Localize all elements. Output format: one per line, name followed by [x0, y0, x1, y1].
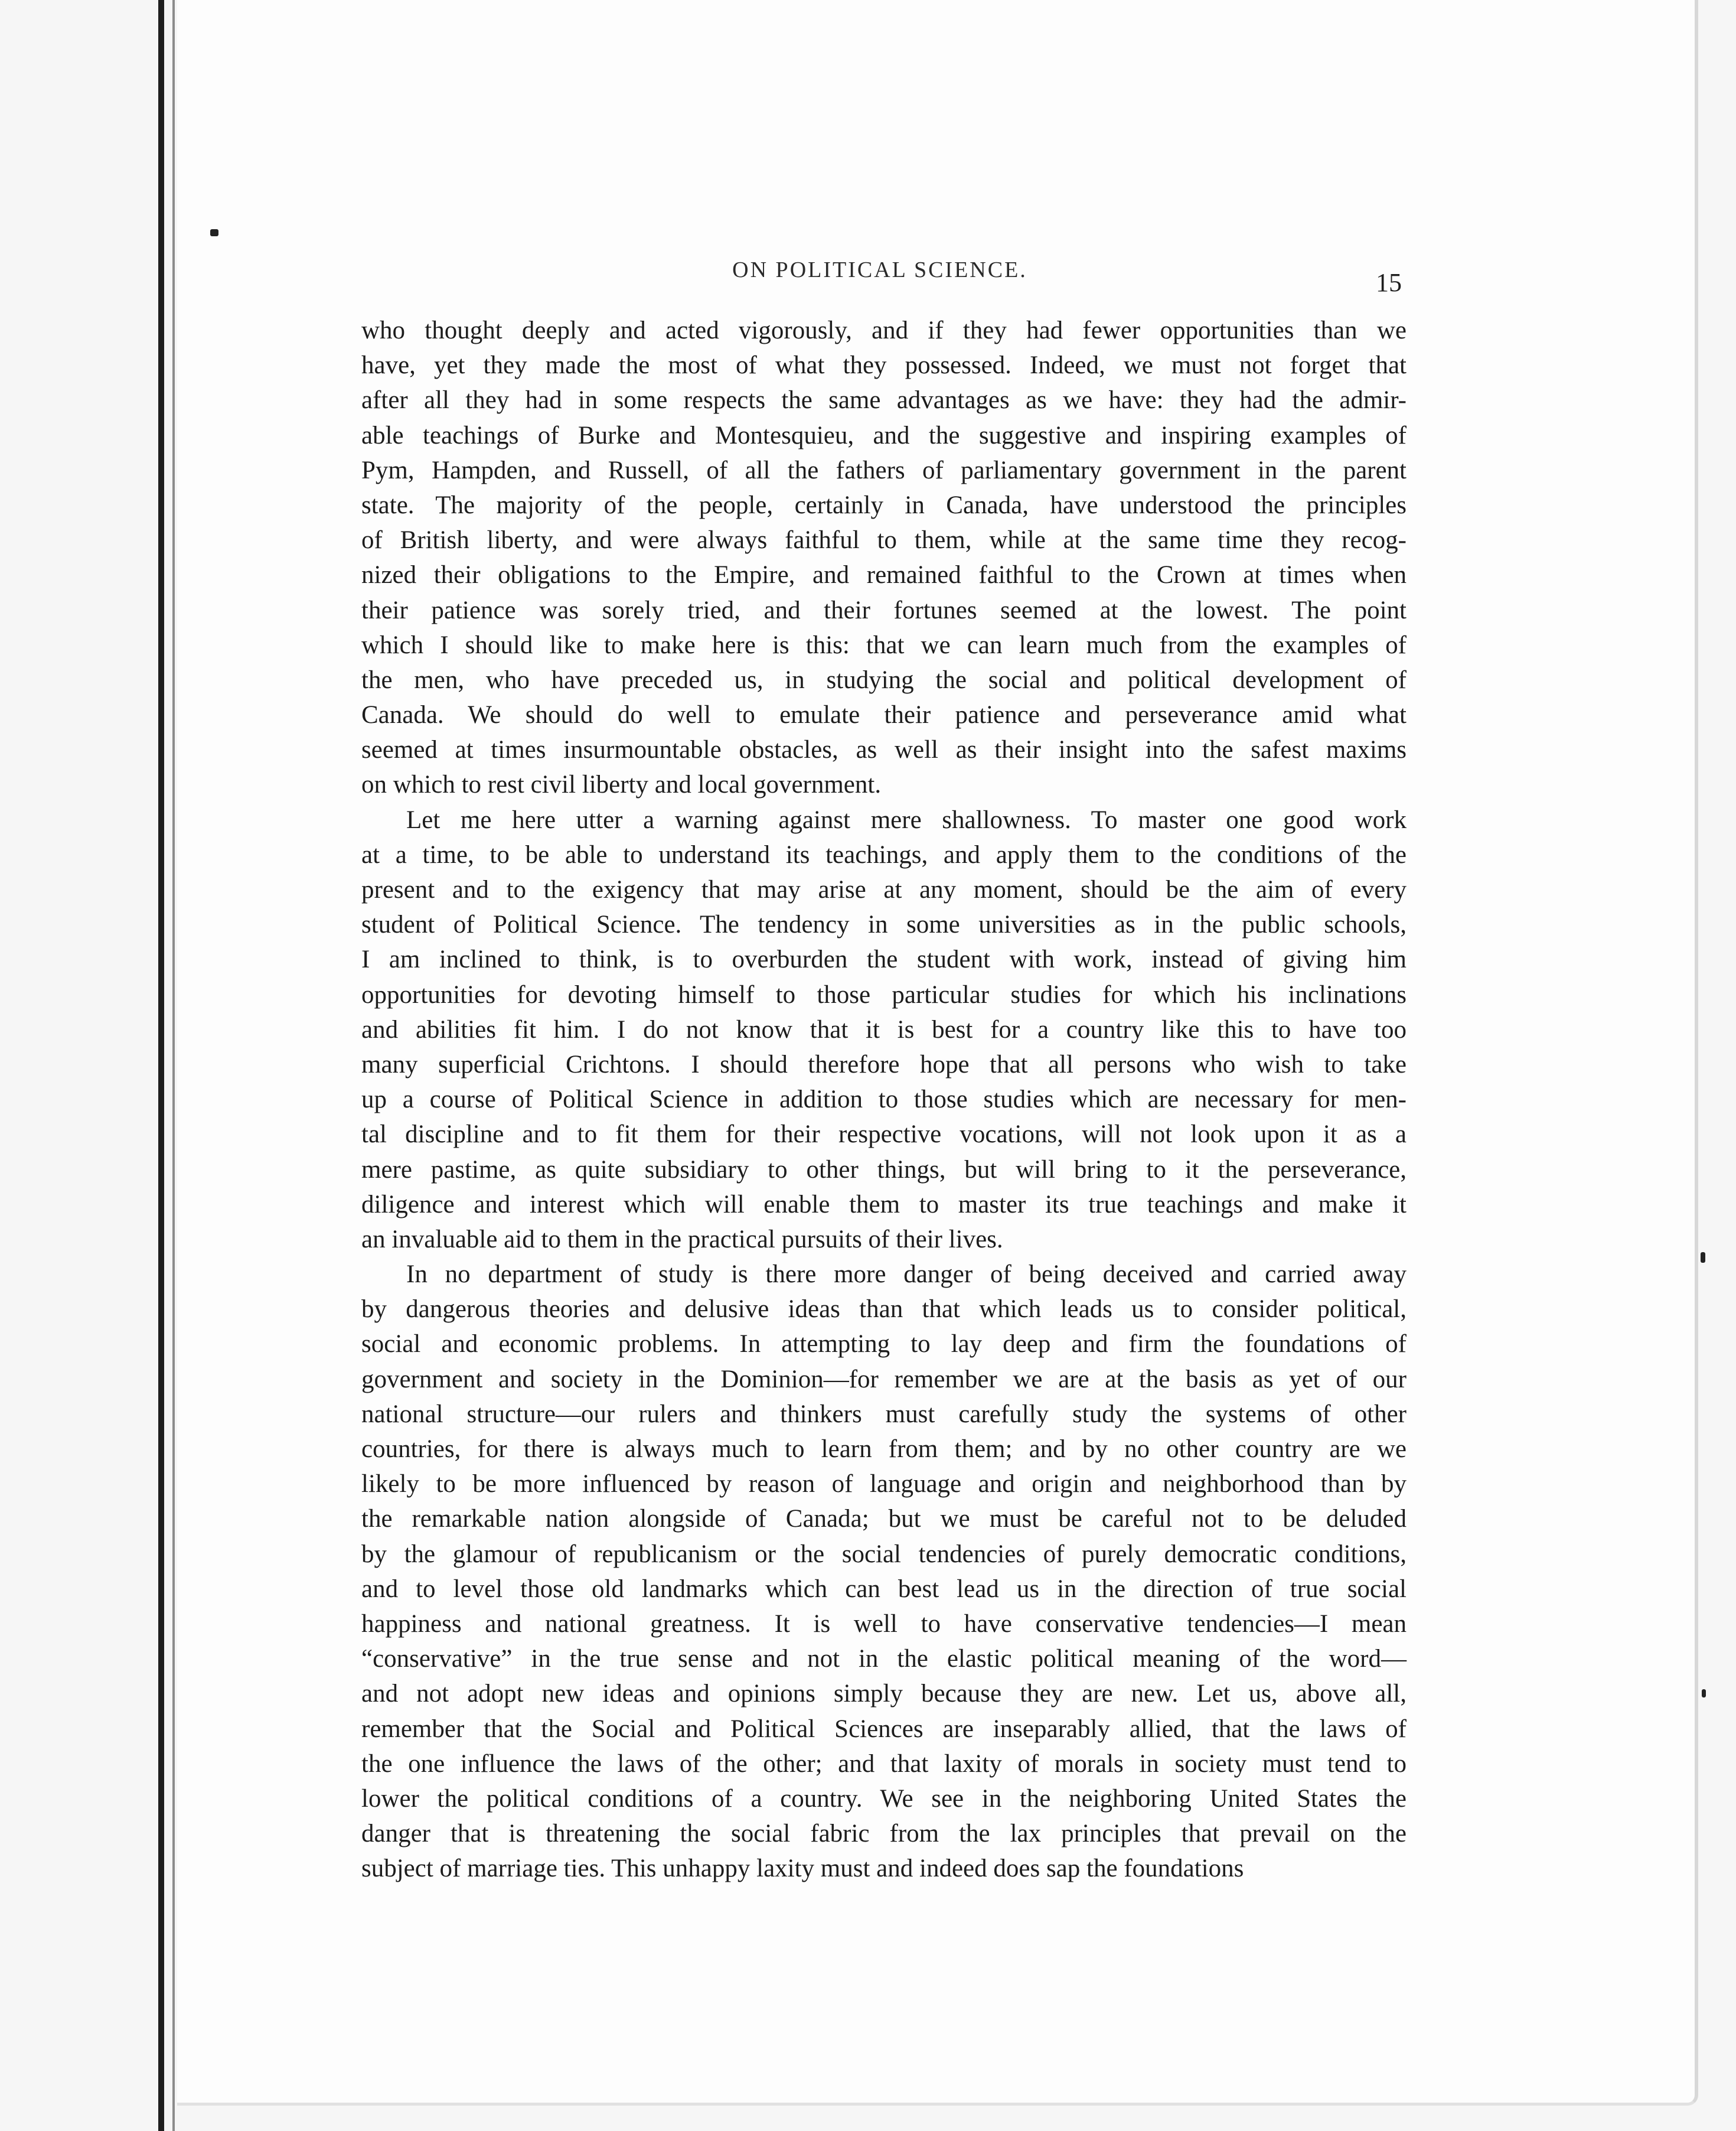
text-line: remember that the Social and Political Sciences are inseparably allied, that the laws of [361, 1715, 1407, 1743]
text-line: have, yet they made the most of what they possessed. Indeed, we must not forget that [361, 351, 1407, 380]
text-line: tal discipline and to fit them for their respective vocations, will not look upon it as a [361, 1120, 1407, 1149]
text-line: many superficial Crichtons. I should therefore hope that all persons who wish to take [361, 1050, 1407, 1078]
text-line: by dangerous theories and delusive ideas than that which leads us to consider political, [361, 1295, 1407, 1324]
text-line: seemed at times insurmountable obstacles, as well as their insight into the safest maxims [361, 736, 1407, 764]
text-line: nized their obligations to the Empire, and remained faithful to the Crown at times when [361, 561, 1407, 589]
text-line: subject of marriage ties. This unhappy laxity must and indeed does sap the foundations [361, 1855, 1244, 1883]
text-line: student of Political Science. The tendency in some universities as in the public schools, [361, 911, 1407, 939]
text-line: the men, who have preceded us, in studying the social and political development of [361, 666, 1407, 694]
page-number: 15 [1376, 268, 1402, 297]
text-line: countries, for there is always much to learn from them; and by no other country are we [361, 1435, 1407, 1463]
text-line: and abilities fit him. I do not know that it is best for a country like this to have too [361, 1015, 1407, 1044]
scan-speck [210, 229, 218, 236]
paragraph [361, 1257, 1407, 1886]
text-line: the one influence the laws of the other; and that laxity of morals in society must tend to [361, 1749, 1407, 1778]
text-line: likely to be more influenced by reason of language and origin and neighborhood than by [361, 1470, 1407, 1498]
text-line: after all they had in some respects the same advantages as we have: they had the admir- [361, 386, 1407, 415]
gutter-rule [172, 0, 175, 2131]
running-head: ON POLITICAL SCIENCE. [732, 258, 1027, 282]
text-line: and not adopt new ideas and opinions simply because they are new. Let us, above all, [361, 1680, 1407, 1708]
text-line: social and economic problems. In attempting to lay deep and firm the foundations of [361, 1330, 1407, 1358]
text-line: I am inclined to think, is to overburden the student with work, instead of giving him [361, 946, 1407, 974]
paragraph [361, 803, 1407, 1257]
text-line: at a time, to be able to understand its teachings, and apply them to the conditions of the [361, 840, 1407, 869]
text-line: lower the political conditions of a country. We see in the neighboring United States the [361, 1784, 1407, 1813]
scan-speck [1702, 1689, 1706, 1697]
text-line: able teachings of Burke and Montesquieu, and the suggestive and inspiring examples of [361, 421, 1407, 449]
text-line: by the glamour of republicanism or the social tendencies of purely democratic conditions, [361, 1540, 1407, 1568]
text-line: of British liberty, and were always faithful to them, while at the same time they recog- [361, 526, 1407, 555]
text-line: mere pastime, as quite subsidiary to other things, but will bring to it the perseverance, [361, 1155, 1407, 1184]
text-line: opportunities for devoting himself to those particular studies for which his inclinations [361, 980, 1407, 1009]
text-line: the remarkable nation alongside of Canada; but we must be careful not to be deluded [361, 1505, 1407, 1533]
text-line: up a course of Political Science in addition to those studies which are necessary for men- [361, 1086, 1407, 1114]
text-line: their patience was sorely tried, and their fortunes seemed at the lowest. The point [361, 596, 1407, 624]
text-line: which I should like to make here is this: that we can learn much from the examples of [361, 631, 1407, 659]
paragraph [361, 313, 1407, 803]
text-line: diligence and interest which will enable them to master its true teachings and make it [361, 1190, 1407, 1218]
text-line: Pym, Hampden, and Russell, of all the fathers of parliamentary government in the parent [361, 456, 1407, 484]
scan-speck [1701, 1252, 1705, 1263]
text-line: “conservative” in the true sense and not in the elastic political meaning of the word— [361, 1645, 1407, 1673]
text-line: on which to rest civil liberty and local government. [361, 771, 882, 799]
text-line: and to level those old landmarks which can best lead us in the direction of true social [361, 1575, 1407, 1603]
text-line: In no department of study is there more danger of being deceived and carried away [406, 1260, 1407, 1289]
text-line: national structure—our rulers and thinkers must carefully study the systems of other [361, 1400, 1407, 1428]
text-line: government and society in the Dominion—for remember we are at the basis as yet of our [361, 1365, 1407, 1393]
binding-shadow [158, 0, 164, 2131]
text-line: an invaluable aid to them in the practical pursuits of their lives. [361, 1225, 1003, 1253]
text-line: Canada. We should do well to emulate their patience and perseverance amid what [361, 701, 1407, 729]
text-line: danger that is threatening the social fabric from the lax principles that prevail on the [361, 1820, 1407, 1848]
text-line: Let me here utter a warning against mere shallowness. To master one good work [406, 806, 1407, 834]
text-line: state. The majority of the people, certainly in Canada, have understood the principles [361, 491, 1407, 519]
body-text [361, 313, 1407, 1886]
text-line: present and to the exigency that may arise at any moment, should be the aim of every [361, 876, 1407, 904]
text-line: who thought deeply and acted vigorously, and if they had fewer opportunities than we [361, 317, 1407, 344]
text-line: happiness and national greatness. It is well to have conservative tendencies—I mean [361, 1609, 1407, 1638]
